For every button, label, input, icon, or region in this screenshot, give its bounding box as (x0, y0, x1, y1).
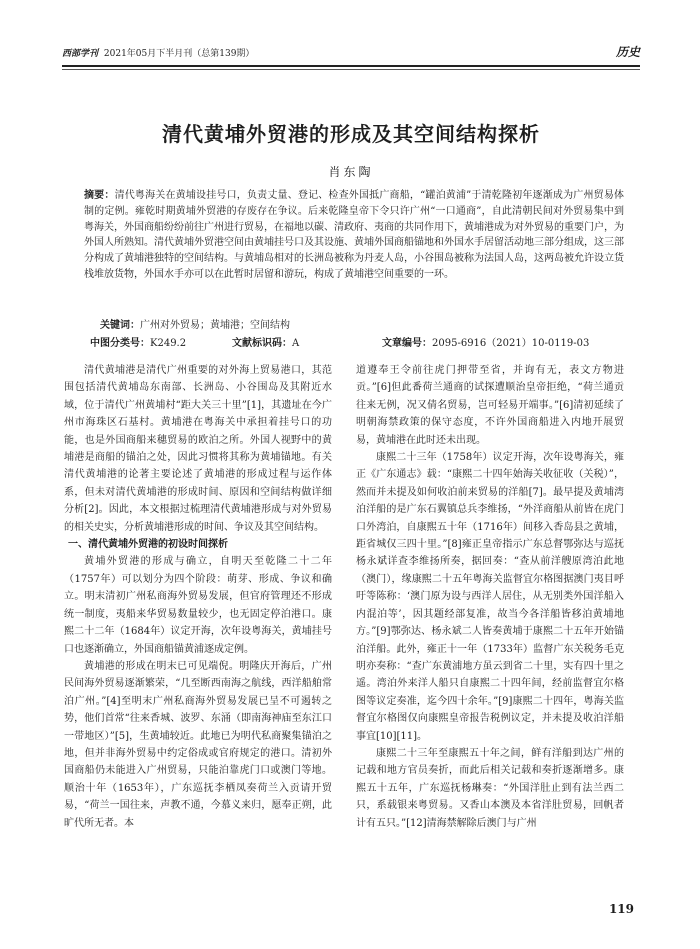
body-paragraph: 黄埔港的形成在明末已可见端倪。明隆庆开海后，广州民间海外贸易逐渐繁荣，“几至断西南海之航线，西洋船舶常泊广州。”[4]至明末广州私商海外贸易发展已呈不可遏转之势，他们首常“往来香城、波罗、东涌（即南海神庙至东江口一带地区）”[5]，生黄埔较近。此地已为明代私商聚集锚泊之地，但并非海外贸易中约定俗成或官府规定的港口。清初外国商船仍未能进入广州贸易，只能泊靠虎门口或澳门等地。顺治十年（1653年），广东巡抚李栖凤奏荷兰入贡请开贸易，“荷兰一国往来，声教不通，今慕义来归，愿奉正朔，此旷代所无者。本 (64, 660, 332, 829)
article-number (382, 334, 589, 349)
body-paragraph: 黄埔外贸港的形成与确立，自明天至乾隆二十二年（1757年）可以划分为四个阶段：萌芽、形成、争议和确立。明末清初广州私商海外贸易发展，但官府管理还不形成统一制度，夷船来华贸易数量较少，也无固定停泊港口。康熙二十二年（1684年）议定开海，次年设粤海关，黄埔挂号口也逐渐确立，外国商船锚黄浦逐成定例。 (64, 556, 332, 655)
doc-value: A (292, 338, 300, 349)
body-paragraph: 清代黄埔港是清代广州重要的对外海上贸易港口，其范围包括清代黄埔岛东南部、长洲岛、小谷围岛及其附近水域，位于清代广州黄埔村“距大关三十里”[1]，其遗址在今广州市海珠区石基村。黄埔港在粤海关中承担着挂号口的功能，也是外国商船来穗贸易的欧泊之所。外国人视野中的黄埔港是商船的锚泊之处，因此习惯将其称为黄埔锚地。有关清代黄埔港的论著主要论述了黄埔港的形成过程与运作体系，但未对清代黄埔港的形成时间、原因和空间结构做详细分析[2]。因此，本文根据过梳理清代黄埔港形成与对外贸易的相关史实，分析黄埔港形成的时间、争议及其空间结构。 (64, 365, 332, 533)
journal-issue: 2021年05月下半月刊（总第139期） (103, 49, 255, 59)
article-meta (0, 334, 700, 350)
journal-info (62, 46, 254, 59)
abstract-label: 摘要： (84, 190, 115, 201)
article-author: 肖东陶 (328, 165, 374, 179)
clc-number (90, 334, 186, 349)
running-header (62, 40, 640, 62)
body-column-left (64, 362, 332, 892)
clc-label: 中图分类号： (90, 338, 150, 349)
article-title: 清代黄埔外贸港的形成及其空间结构探析 (162, 122, 540, 146)
header-rule-thin (62, 69, 640, 70)
journal-name: 西部学刊 (62, 49, 99, 59)
section-label: 历史 (615, 45, 640, 59)
article-value: 2095-6916（2021）10-0119-03 (432, 338, 590, 349)
keywords-label: 关键词： (100, 320, 140, 331)
abstract-text: 清代粤海关在黄埔设挂号口，负责丈量、登记、检查外国抵广商船，“罐泊黄浦”于清乾隆初年逐渐成为广州贸易体制的定例。雍乾时期黄埔外贸港的存废存在争议。后来乾隆皇帝下令只许广州“一口通商”，自此清朝民间对外贸易集中到粤海关，外国商船纷纷前往广州进行贸易，在福地以碳、清政府、夷商的共同作用下，黄埔港成为对外贸易的重要门户，为外国人所熟知。清代黄埔外贸港空间由黄埔挂号口及其设施、黄埔外国商船锚地和外国水手居留活动地三部分组成，这三部分构成了黄埔港独特的空间结构。与黄埔岛相对的长洲岛被称为丹麦人岛，小谷围岛被称为法国人岛，这两岛被允许设立货栈堆放货物，外国水手亦可以在此暂时居留和游玩，构成了黄埔港空间重要的一环。 (84, 190, 624, 280)
keywords-text: 广州对外贸易；黄埔港；空间结构 (140, 320, 290, 331)
document-code (232, 334, 299, 349)
body-paragraph: 道遵奉王令前往虎门押带至省，并询有无，表文方物进贡。”[6]但此番荷兰通商的试探遭顺治皇帝拒绝，“荷兰通贡往来无例，况又倩名贸易，岂可轻易开端事。”[6]清初延续了明朝海禁政策的保守态度，不许外国商船进入内地开展贸易，黄埔港在此时还未出现。 (356, 365, 624, 446)
body-paragraph: 康熙二十三年至康熙五十年之间，鲜有洋船到达广州的记载和地方官员奏折，而此后相关记载和奏折逐渐增多。康熙五十五年，广东巡抚杨琳奏：“外国洋肚止到有法兰西二只，系载银来粤贸易。又香山本澳及本省洋肚贸易，回帆者计有五只。”[12]清海禁解除后澳门与广州 (356, 747, 624, 829)
header-rule (62, 65, 640, 67)
abstract (84, 188, 624, 283)
keywords (100, 316, 620, 331)
clc-value: K249.2 (150, 338, 187, 349)
doc-label: 文献标识码： (232, 338, 292, 349)
article-label: 文章编号： (382, 338, 432, 349)
page-number: 119 (608, 902, 634, 916)
body-column-right (356, 362, 624, 892)
body-paragraph: 康熙二十三年（1758年）议定开海，次年设粤海关，雍正《广东通志》载：“康熙二十四年始海关收征收（关税）”，然而并未提及如何收泊前来贸易的洋船[7]。最早提及黄埔湾泊洋船的是广东石翼镇总兵李维扬，“外洋商船从前皆在虎门口外湾泊，自康熙五十年（1716年）间移入香岛县之黄埔，距省城仅三四十里。”[8]雍正皇帝指示广东总督鄂弥达与巡抚杨永斌详查李维扬所奏，据回奏：“查从前洋艘原湾泊此地（澳门），缘康熙二十五年粤海关监督宜尔格图据澳门夷目呼吁等陈称：‘澳门原为设与西洋人居住，从无别类外国洋船入内混泊等’，因其题经部复准，故当今各洋船皆移泊黄埔地方。”[9]鄂弥达、杨永斌二人皆奏黄埔于康熙二十五年开始锚泊洋船。此外，雍正十一年（1733年）监督广东关税务毛克明亦奏称：“查广东黄浦地方虽云到省二十里，实有四十里之遥。湾泊外来洋人船只自康熙二十四年间，经前监督宜尔格图等议定奏准，迄今四十余年。”[9]康熙二十四年，粤海关监督宜尔格图仅向康熙皇帝报告税例议定，并未提及收泊洋船事宜[10][11]。 (356, 452, 624, 742)
section-heading: 一、清代黄埔外贸港的初设时间探析 (68, 539, 228, 551)
